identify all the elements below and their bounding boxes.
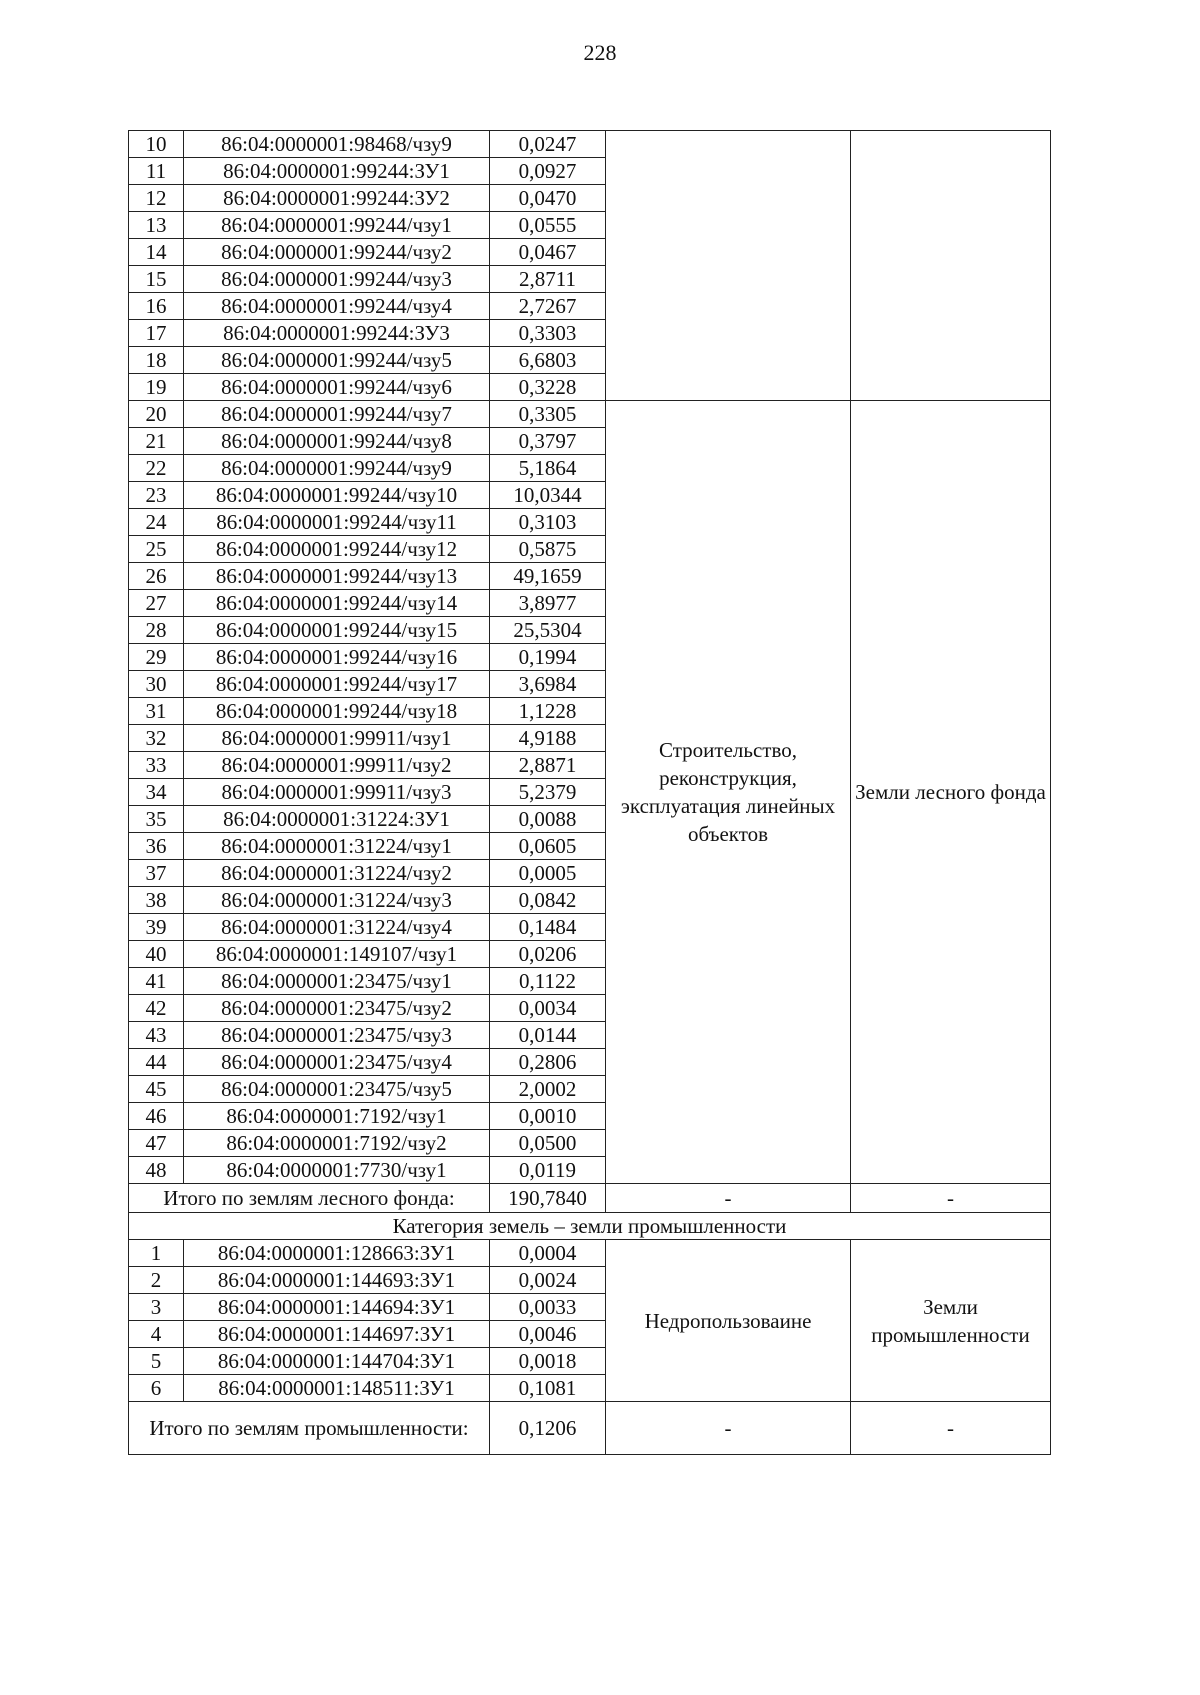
total-label: Итого по землям промышленности: bbox=[129, 1402, 490, 1455]
row-number-cell: 31 bbox=[129, 698, 184, 725]
land-category-cell: Земли промышленности bbox=[851, 1240, 1051, 1402]
cadastral-number-cell: 86:04:0000001:99911/чзу2 bbox=[184, 752, 490, 779]
area-cell: 49,1659 bbox=[490, 563, 606, 590]
cadastral-number-cell: 86:04:0000001:7192/чзу1 bbox=[184, 1103, 490, 1130]
area-cell: 6,6803 bbox=[490, 347, 606, 374]
cadastral-number-cell: 86:04:0000001:99244/чзу6 bbox=[184, 374, 490, 401]
area-cell: 0,0005 bbox=[490, 860, 606, 887]
area-cell: 0,0470 bbox=[490, 185, 606, 212]
area-cell: 0,0467 bbox=[490, 239, 606, 266]
total-purpose-dash: - bbox=[606, 1402, 851, 1455]
row-number-cell: 41 bbox=[129, 968, 184, 995]
area-cell: 0,5875 bbox=[490, 536, 606, 563]
row-number-cell: 44 bbox=[129, 1049, 184, 1076]
row-number-cell: 3 bbox=[129, 1294, 184, 1321]
row-number-cell: 17 bbox=[129, 320, 184, 347]
area-cell: 3,8977 bbox=[490, 590, 606, 617]
purpose-cell: Недропользоваине bbox=[606, 1240, 851, 1402]
cadastral-number-cell: 86:04:0000001:99244:ЗУ2 bbox=[184, 185, 490, 212]
area-cell: 2,8871 bbox=[490, 752, 606, 779]
area-cell: 0,0842 bbox=[490, 887, 606, 914]
cadastral-number-cell: 86:04:0000001:144693:ЗУ1 bbox=[184, 1267, 490, 1294]
area-cell: 2,8711 bbox=[490, 266, 606, 293]
area-cell: 0,0247 bbox=[490, 131, 606, 158]
cadastral-number-cell: 86:04:0000001:99244/чзу7 bbox=[184, 401, 490, 428]
area-cell: 0,0927 bbox=[490, 158, 606, 185]
cadastral-number-cell: 86:04:0000001:99244/чзу14 bbox=[184, 590, 490, 617]
cadastral-number-cell: 86:04:0000001:23475/чзу3 bbox=[184, 1022, 490, 1049]
row-number-cell: 18 bbox=[129, 347, 184, 374]
cadastral-number-cell: 86:04:0000001:144697:ЗУ1 bbox=[184, 1321, 490, 1348]
area-cell: 0,0004 bbox=[490, 1240, 606, 1267]
cadastral-number-cell: 86:04:0000001:144704:ЗУ1 bbox=[184, 1348, 490, 1375]
row-number-cell: 34 bbox=[129, 779, 184, 806]
cadastral-number-cell: 86:04:0000001:149107/чзу1 bbox=[184, 941, 490, 968]
row-number-cell: 45 bbox=[129, 1076, 184, 1103]
row-number-cell: 37 bbox=[129, 860, 184, 887]
purpose-cell bbox=[606, 131, 851, 401]
area-cell: 0,2806 bbox=[490, 1049, 606, 1076]
row-number-cell: 5 bbox=[129, 1348, 184, 1375]
area-cell: 0,3303 bbox=[490, 320, 606, 347]
cadastral-number-cell: 86:04:0000001:31224/чзу4 bbox=[184, 914, 490, 941]
area-cell: 2,0002 bbox=[490, 1076, 606, 1103]
area-cell: 0,3305 bbox=[490, 401, 606, 428]
industry-total-row bbox=[129, 1402, 1051, 1455]
area-cell: 4,9188 bbox=[490, 725, 606, 752]
cadastral-number-cell: 86:04:0000001:128663:ЗУ1 bbox=[184, 1240, 490, 1267]
land-category-cell: Земли лесного фонда bbox=[851, 401, 1051, 1184]
cadastral-number-cell: 86:04:0000001:23475/чзу1 bbox=[184, 968, 490, 995]
area-cell: 0,1122 bbox=[490, 968, 606, 995]
row-number-cell: 35 bbox=[129, 806, 184, 833]
table-row bbox=[129, 401, 1051, 428]
cadastral-number-cell: 86:04:0000001:99244/чзу8 bbox=[184, 428, 490, 455]
area-cell: 0,0144 bbox=[490, 1022, 606, 1049]
cadastral-number-cell: 86:04:0000001:31224/чзу2 bbox=[184, 860, 490, 887]
area-cell: 0,0033 bbox=[490, 1294, 606, 1321]
total-area: 0,1206 bbox=[490, 1402, 606, 1455]
area-cell: 5,2379 bbox=[490, 779, 606, 806]
cadastral-number-cell: 86:04:0000001:99244/чзу13 bbox=[184, 563, 490, 590]
row-number-cell: 38 bbox=[129, 887, 184, 914]
area-cell: 1,1228 bbox=[490, 698, 606, 725]
area-cell: 0,0555 bbox=[490, 212, 606, 239]
area-cell: 3,6984 bbox=[490, 671, 606, 698]
row-number-cell: 28 bbox=[129, 617, 184, 644]
area-cell: 0,0046 bbox=[490, 1321, 606, 1348]
cadastral-number-cell: 86:04:0000001:99244/чзу15 bbox=[184, 617, 490, 644]
area-cell: 0,0024 bbox=[490, 1267, 606, 1294]
row-number-cell: 24 bbox=[129, 509, 184, 536]
row-number-cell: 27 bbox=[129, 590, 184, 617]
area-cell: 0,0018 bbox=[490, 1348, 606, 1375]
total-category-dash: - bbox=[851, 1402, 1051, 1455]
row-number-cell: 30 bbox=[129, 671, 184, 698]
cadastral-number-cell: 86:04:0000001:7730/чзу1 bbox=[184, 1157, 490, 1184]
area-cell: 0,1081 bbox=[490, 1375, 606, 1402]
cadastral-number-cell: 86:04:0000001:99244:ЗУ1 bbox=[184, 158, 490, 185]
row-number-cell: 36 bbox=[129, 833, 184, 860]
cadastral-number-cell: 86:04:0000001:7192/чзу2 bbox=[184, 1130, 490, 1157]
row-number-cell: 48 bbox=[129, 1157, 184, 1184]
row-number-cell: 22 bbox=[129, 455, 184, 482]
row-number-cell: 4 bbox=[129, 1321, 184, 1348]
row-number-cell: 12 bbox=[129, 185, 184, 212]
land-category-cell bbox=[851, 131, 1051, 401]
category-header: Категория земель – земли промышленности bbox=[129, 1213, 1051, 1240]
row-number-cell: 47 bbox=[129, 1130, 184, 1157]
cadastral-number-cell: 86:04:0000001:99244/чзу4 bbox=[184, 293, 490, 320]
total-label: Итого по землям лесного фонда: bbox=[129, 1184, 490, 1213]
cadastral-number-cell: 86:04:0000001:99244/чзу18 bbox=[184, 698, 490, 725]
cadastral-number-cell: 86:04:0000001:23475/чзу5 bbox=[184, 1076, 490, 1103]
row-number-cell: 13 bbox=[129, 212, 184, 239]
area-cell: 0,3228 bbox=[490, 374, 606, 401]
row-number-cell: 42 bbox=[129, 995, 184, 1022]
row-number-cell: 14 bbox=[129, 239, 184, 266]
area-cell: 2,7267 bbox=[490, 293, 606, 320]
row-number-cell: 20 bbox=[129, 401, 184, 428]
row-number-cell: 21 bbox=[129, 428, 184, 455]
row-number-cell: 43 bbox=[129, 1022, 184, 1049]
area-cell: 0,3103 bbox=[490, 509, 606, 536]
area-cell: 0,0010 bbox=[490, 1103, 606, 1130]
category-header-row bbox=[129, 1213, 1051, 1240]
row-number-cell: 32 bbox=[129, 725, 184, 752]
total-purpose-dash: - bbox=[606, 1184, 851, 1213]
area-cell: 0,0605 bbox=[490, 833, 606, 860]
area-cell: 0,0206 bbox=[490, 941, 606, 968]
row-number-cell: 33 bbox=[129, 752, 184, 779]
table-row bbox=[129, 131, 1051, 158]
row-number-cell: 11 bbox=[129, 158, 184, 185]
forest-total-row bbox=[129, 1184, 1051, 1213]
row-number-cell: 16 bbox=[129, 293, 184, 320]
cadastral-number-cell: 86:04:0000001:98468/чзу9 bbox=[184, 131, 490, 158]
page-number: 228 bbox=[583, 40, 617, 65]
cadastral-number-cell: 86:04:0000001:144694:ЗУ1 bbox=[184, 1294, 490, 1321]
area-cell: 0,3797 bbox=[490, 428, 606, 455]
cadastral-number-cell: 86:04:0000001:99244/чзу2 bbox=[184, 239, 490, 266]
cadastral-number-cell: 86:04:0000001:31224/чзу1 bbox=[184, 833, 490, 860]
row-number-cell: 6 bbox=[129, 1375, 184, 1402]
total-category-dash: - bbox=[851, 1184, 1051, 1213]
cadastral-number-cell: 86:04:0000001:31224/чзу3 bbox=[184, 887, 490, 914]
row-number-cell: 29 bbox=[129, 644, 184, 671]
cadastral-number-cell: 86:04:0000001:99244/чзу5 bbox=[184, 347, 490, 374]
table-row bbox=[129, 1240, 1051, 1267]
cadastral-number-cell: 86:04:0000001:99244/чзу17 bbox=[184, 671, 490, 698]
cadastral-number-cell: 86:04:0000001:31224:ЗУ1 bbox=[184, 806, 490, 833]
row-number-cell: 40 bbox=[129, 941, 184, 968]
cadastral-number-cell: 86:04:0000001:23475/чзу2 bbox=[184, 995, 490, 1022]
land-plots-table bbox=[128, 130, 1051, 1455]
cadastral-number-cell: 86:04:0000001:99244/чзу11 bbox=[184, 509, 490, 536]
row-number-cell: 15 bbox=[129, 266, 184, 293]
cadastral-number-cell: 86:04:0000001:99244/чзу1 bbox=[184, 212, 490, 239]
area-cell: 0,1484 bbox=[490, 914, 606, 941]
cadastral-number-cell: 86:04:0000001:99244/чзу12 bbox=[184, 536, 490, 563]
area-cell: 0,0119 bbox=[490, 1157, 606, 1184]
cadastral-number-cell: 86:04:0000001:23475/чзу4 bbox=[184, 1049, 490, 1076]
area-cell: 5,1864 bbox=[490, 455, 606, 482]
row-number-cell: 23 bbox=[129, 482, 184, 509]
row-number-cell: 2 bbox=[129, 1267, 184, 1294]
row-number-cell: 25 bbox=[129, 536, 184, 563]
cadastral-number-cell: 86:04:0000001:148511:ЗУ1 bbox=[184, 1375, 490, 1402]
cadastral-number-cell: 86:04:0000001:99911/чзу3 bbox=[184, 779, 490, 806]
cadastral-number-cell: 86:04:0000001:99244/чзу16 bbox=[184, 644, 490, 671]
cadastral-number-cell: 86:04:0000001:99244/чзу9 bbox=[184, 455, 490, 482]
area-cell: 0,0088 bbox=[490, 806, 606, 833]
cadastral-number-cell: 86:04:0000001:99244/чзу10 bbox=[184, 482, 490, 509]
row-number-cell: 10 bbox=[129, 131, 184, 158]
area-cell: 0,0034 bbox=[490, 995, 606, 1022]
row-number-cell: 19 bbox=[129, 374, 184, 401]
area-cell: 0,0500 bbox=[490, 1130, 606, 1157]
row-number-cell: 39 bbox=[129, 914, 184, 941]
purpose-cell: Строительство, реконструкция, эксплуатация линейных объектов bbox=[606, 401, 851, 1184]
row-number-cell: 46 bbox=[129, 1103, 184, 1130]
row-number-cell: 26 bbox=[129, 563, 184, 590]
area-cell: 10,0344 bbox=[490, 482, 606, 509]
cadastral-number-cell: 86:04:0000001:99911/чзу1 bbox=[184, 725, 490, 752]
cadastral-number-cell: 86:04:0000001:99244/чзу3 bbox=[184, 266, 490, 293]
row-number-cell: 1 bbox=[129, 1240, 184, 1267]
cadastral-number-cell: 86:04:0000001:99244:ЗУ3 bbox=[184, 320, 490, 347]
area-cell: 25,5304 bbox=[490, 617, 606, 644]
area-cell: 0,1994 bbox=[490, 644, 606, 671]
total-area: 190,7840 bbox=[490, 1184, 606, 1213]
